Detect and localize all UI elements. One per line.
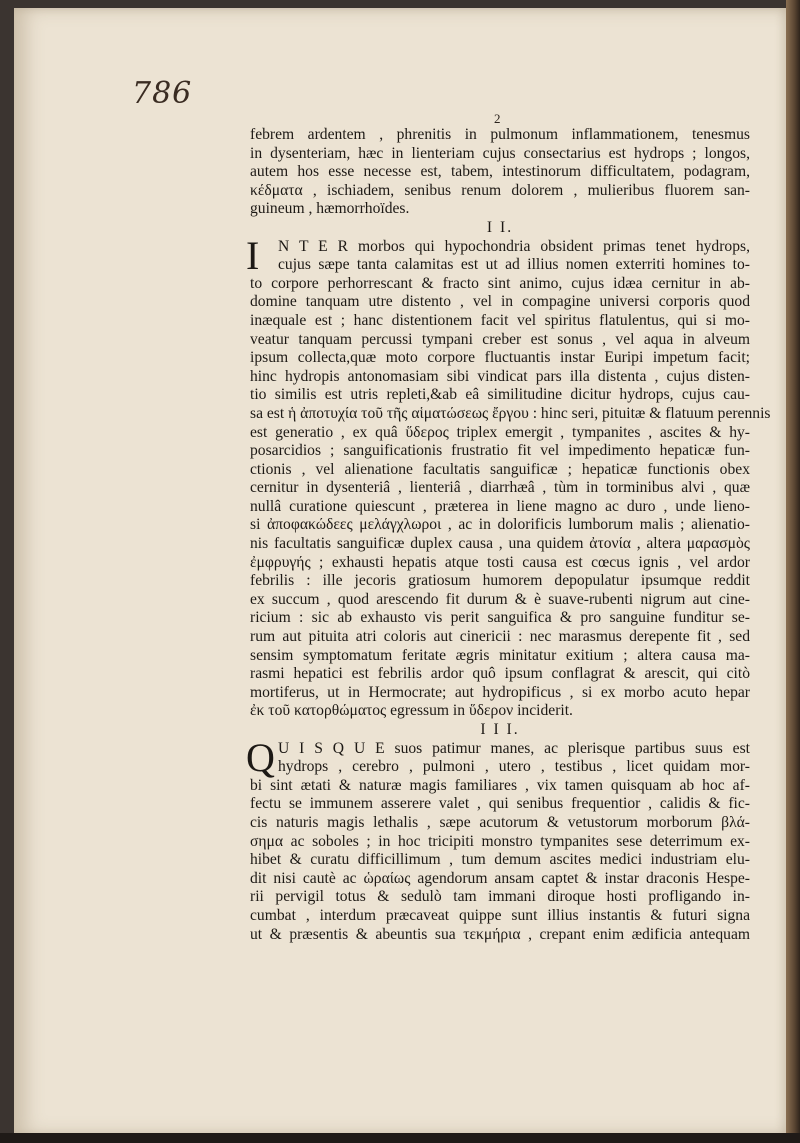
text-line: cujus sæpe tanta calamitas est ut ad illius nomen exterriti homines to- — [278, 256, 750, 274]
paragraph-1 — [250, 126, 750, 219]
text-line — [250, 238, 750, 257]
text-line: est generatio , ex quâ ὕδερος triplex emergit , tympanites , ascites & hy- — [250, 423, 750, 441]
text-line: hinc hydropis antonomasiam sibi vindicat pars illa distenta , cujus disten- — [250, 367, 750, 385]
text-line: fectu se immunem asserere valet , qui senibus frequentior , calidis & fic- — [250, 795, 750, 813]
text-line: ctionis , vel alienatione facultatis sanguificæ ; hepaticæ functionis obex — [250, 460, 750, 478]
paragraph-3 — [246, 734, 750, 945]
text-line: ut & præsentis & abeuntis sua τεκμήρια , crepant enim ædificia antequam — [250, 925, 750, 943]
text-line: febrilis : ille jecoris gratiosum humorem depopulatur ipsumque reddit — [250, 572, 750, 590]
text-line: hydrops , cerebro , pulmoni , utero , testibus , licet quidam mor- — [278, 758, 750, 776]
text-fragment: suos patimur manes, ac plerisque partibus suus est — [394, 739, 750, 757]
text-line: domine tanquam utre distento , vel in compagine universi corporis quod — [250, 293, 750, 311]
text-line: rum aut pituita atri coloris aut cinericii : nec marasmus derepente fit , sed — [250, 628, 750, 646]
text-line: autem hos esse necesse est, tabem, intestinorum difficultatem, podagram, — [250, 163, 750, 181]
text-line: sensim symptomatum feritate ægris minitatur exitium ; altera causa ma- — [250, 646, 750, 664]
text-line: guineum , hæmorrhoïdes. — [250, 200, 410, 218]
text-line: nullâ curatione quiescunt , præterea in liene magno ac duro , unde lieno- — [250, 497, 750, 515]
text-line: cernitur in dysenteriâ , lienteriâ , diarrhæâ , tùm in torminibus alvi , quæ — [250, 479, 750, 497]
text-line: tio similis est utris repleti,&ab eâ similitudine dicitur hydrops, cujus cau- — [250, 386, 750, 404]
page-text — [246, 126, 771, 944]
text-line: cumbat , interdum præcaveat quippe sunt illius instantis & futuri signa — [250, 906, 750, 924]
text-line: κέδματα , ischiadem, senibus renum dolorem , mulieribus fluorem san- — [250, 181, 750, 199]
bottom-shadow — [0, 1133, 800, 1143]
text-line: bi sint ætati & naturæ magis familiares , vix tamen quisquam ab hoc af- — [250, 776, 750, 794]
paragraph-2 — [246, 232, 771, 721]
text-line: hibet & curatu difficillimum , tum demum ascites medici industriam elu- — [250, 851, 750, 869]
text-line: dit nisi cautè ac ὡραίως agendorum ansam captet & instar draconis Hespe- — [250, 869, 750, 887]
text-line: in dysenteriam, hæc in lienteriam cujus consectarius est hydrops ; longos, — [250, 144, 750, 162]
text-line: febrem ardentem , phrenitis in pulmonum inflammationem, tenesmus — [250, 126, 750, 143]
folio-number: 2 — [494, 111, 501, 126]
drop-cap-initial: Q — [246, 734, 275, 780]
manuscript-number: 786 — [132, 76, 193, 111]
section-heading-2: I I. — [486, 218, 514, 236]
text-fragment: morbos qui hypochondria obsident primas tenet hydrops, — [358, 237, 750, 255]
book-spine-edge — [786, 0, 800, 1143]
book-page — [14, 8, 786, 1135]
small-caps-word: N T E R — [278, 237, 349, 255]
text-line: ricium : sic ab exhausto vis perit sanguifica & pro sanguine funditur se- — [250, 609, 750, 627]
text-line: rasmi hepatici est febrilis ardor quô ipsum conflagrat & arescit, qui citò — [250, 665, 750, 683]
text-line: ipsum collecta,quæ moto corpore fluctuantis instar Euripi impetum facit; — [250, 349, 750, 367]
text-line: mortiferus, ut in Hermocrate; aut hydropificus , si ex morbo acuto hepar — [250, 683, 750, 701]
text-line — [250, 740, 750, 759]
text-line: veatur tanquam percussi tympani creber est sonus , vel aqua in alveum — [250, 330, 750, 348]
text-line: ex succum , quod arescendo fit durum & è suave-rubenti nigrum aut cine- — [250, 590, 750, 608]
text-line: inæquale est ; hanc distentionem facit vel spiritus flatulentus, qui si mo- — [250, 311, 750, 329]
small-caps-word: U I S Q U E — [278, 739, 385, 757]
text-line: sa est ἡ ἀποτυχία τοῦ τῆς αἱματώσεως ἔργου : hinc seri, pituitæ & flatuum perennis — [250, 404, 771, 422]
text-line: to corpore perhorrescant & fracto sint animo, cujus idæa cernitur in ab- — [250, 274, 750, 292]
text-line: posarcidios ; sanguificationis frustratio fit vel impedimento hepaticæ fun- — [250, 442, 750, 460]
text-line: rii pervigil totus & sedulò tam immani diroque hosti profligando in- — [250, 888, 750, 906]
text-line: nis facultatis sanguificæ duplex causa , una quidem ἀτονία , altera μαρασμὸς — [250, 535, 750, 553]
text-line: ἐκ τοῦ κατορθώματος egressum in ὕδερον inciderit. — [250, 702, 573, 720]
section-heading-3: I I I. — [480, 721, 520, 738]
text-line: si ἀποφακώδεες μελάγχλωροι , ac in dolorificis lumborum malis ; alienatio- — [250, 516, 750, 534]
text-line: σημα ac soboles ; in hoc tricipiti monstro tympanites sese deterrimum ex- — [250, 832, 750, 850]
text-line: cis naturis magis lethalis , sæpe acutorum & vetustorum morborum βλά- — [250, 813, 750, 831]
text-line: ἐμφρυγής ; exhausti hepatis atque tosti causa est cœcus ignis , vel ardor — [250, 553, 750, 571]
drop-cap-initial: I — [246, 232, 260, 278]
